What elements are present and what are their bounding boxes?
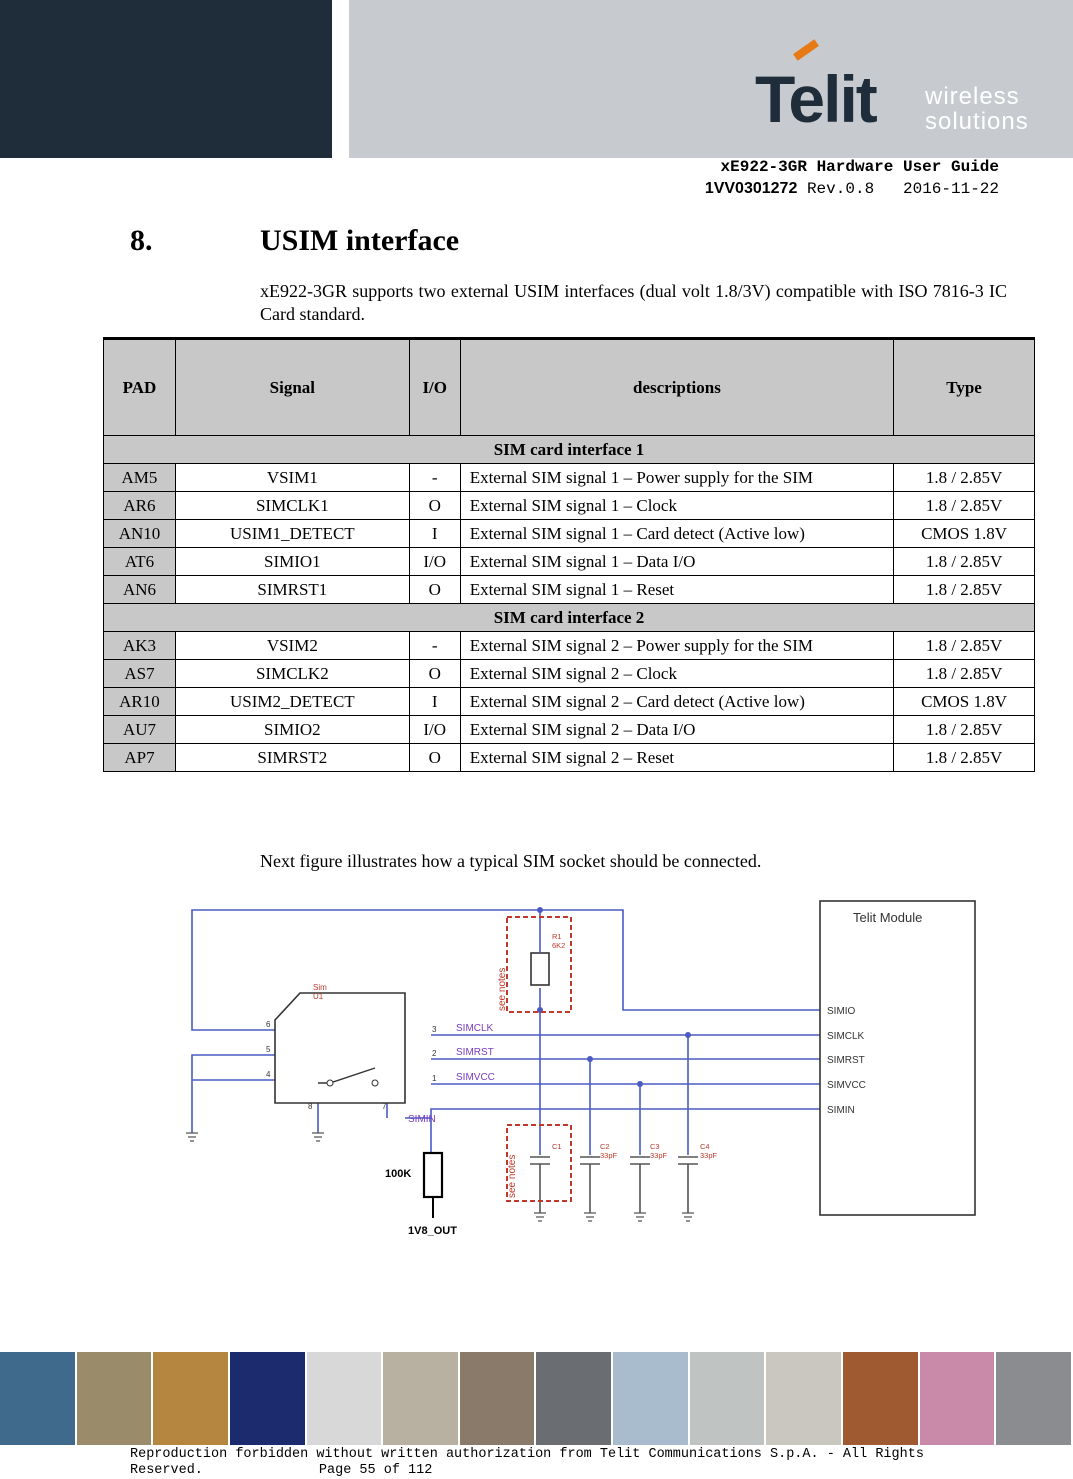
table-body-1: [104, 464, 1035, 604]
sim-switch: [318, 1068, 375, 1083]
table-row: [104, 464, 1035, 492]
cell-description: External SIM signal 2 – Data I/O: [460, 716, 893, 744]
capacitors: [530, 1157, 698, 1213]
net-simvcc: SIMVCC: [456, 1072, 495, 1083]
section-number: 8.: [130, 224, 153, 257]
c3-label: C3: [650, 1142, 660, 1151]
cell-io: I: [409, 688, 460, 716]
c2-label: C2: [600, 1142, 610, 1151]
col-header-type: Type: [894, 339, 1035, 436]
table-row: [104, 744, 1035, 772]
cell-pad: AR10: [104, 688, 176, 716]
sim-ref: U1: [313, 992, 324, 1001]
doc-meta: [705, 178, 999, 200]
pin-8: 8: [308, 1102, 313, 1111]
sim-socket-schematic: [180, 893, 980, 1243]
module-pin-simrst: SIMRST: [827, 1055, 865, 1066]
usim-pin-table: [103, 337, 1035, 772]
cell-io: I: [409, 520, 460, 548]
strip-photo: [383, 1352, 460, 1445]
cell-type: 1.8 / 2.85V: [894, 744, 1035, 772]
cell-signal: USIM2_DETECT: [175, 688, 409, 716]
cell-signal: SIMCLK1: [175, 492, 409, 520]
c4-label: C4: [700, 1142, 710, 1151]
c2-value: 33pF: [600, 1151, 618, 1160]
cell-type: CMOS 1.8V: [894, 688, 1035, 716]
sim-socket-body: [275, 993, 405, 1103]
strip-photo: [920, 1352, 997, 1445]
logo-tagline-2: solutions: [925, 108, 1029, 135]
cell-io: O: [409, 492, 460, 520]
footer-reserved: Reserved.: [130, 1463, 203, 1478]
net-simrst: SIMRST: [456, 1047, 494, 1058]
logo-tagline-1: wireless: [925, 83, 1020, 110]
cell-signal: VSIM2: [175, 632, 409, 660]
group-row-2: [104, 604, 1035, 632]
logo-wordmark: Telit: [755, 62, 876, 136]
pin-7: 7: [382, 1102, 387, 1111]
footer-line-1: Reproduction forbidden without written authorization from Telit Communications S.p.A. - All Rights: [130, 1447, 924, 1462]
cell-io: O: [409, 744, 460, 772]
footer-text: [130, 1447, 1010, 1479]
sim-pin-numbers: [266, 1020, 437, 1111]
cell-pad: AN6: [104, 576, 176, 604]
cell-type: 1.8 / 2.85V: [894, 576, 1035, 604]
cell-signal: SIMIO2: [175, 716, 409, 744]
net-simclk: SIMCLK: [456, 1023, 494, 1034]
table-row: [104, 688, 1035, 716]
strip-photo: [230, 1352, 307, 1445]
table-row: [104, 576, 1035, 604]
table-row: [104, 660, 1035, 688]
col-header-signal: Signal: [175, 339, 409, 436]
sim-switch-contact: [372, 1080, 378, 1086]
col-header-io: I/O: [409, 339, 460, 436]
group-label: SIM card interface 1: [104, 436, 1035, 464]
sim-switch-contact: [327, 1080, 333, 1086]
group-row-1: [104, 436, 1035, 464]
cell-description: External SIM signal 1 – Reset: [460, 576, 893, 604]
table-row: [104, 492, 1035, 520]
cell-io: O: [409, 660, 460, 688]
cell-signal: SIMCLK2: [175, 660, 409, 688]
table-body-2: [104, 632, 1035, 772]
strip-photo: [766, 1352, 843, 1445]
table-header-row: [104, 339, 1035, 436]
cell-pad: AR6: [104, 492, 176, 520]
pin-3: 3: [432, 1025, 437, 1034]
strip-photo: [996, 1352, 1073, 1445]
see-notes-label: see notes: [497, 967, 508, 1011]
module-pin-simio: SIMIO: [827, 1006, 856, 1017]
cell-signal: SIMRST2: [175, 744, 409, 772]
section-title: USIM interface: [260, 224, 460, 257]
footer-photo-strip: [0, 1352, 1073, 1445]
footer-line-2: [130, 1463, 1010, 1479]
r1-label: R1: [552, 932, 562, 941]
cell-io: -: [409, 632, 460, 660]
strip-photo: [307, 1352, 384, 1445]
col-header-descriptions: descriptions: [460, 339, 893, 436]
module-pin-simin: SIMIN: [827, 1105, 855, 1116]
cell-pad: AN10: [104, 520, 176, 548]
cell-type: 1.8 / 2.85V: [894, 492, 1035, 520]
table-row: [104, 548, 1035, 576]
c3-value: 33pF: [650, 1151, 668, 1160]
cell-pad: AK3: [104, 632, 176, 660]
cell-pad: AS7: [104, 660, 176, 688]
strip-photo: [77, 1352, 154, 1445]
resistor-100k: [424, 1153, 442, 1197]
table-row: [104, 716, 1035, 744]
cell-io: -: [409, 464, 460, 492]
col-header-pad: PAD: [104, 339, 176, 436]
cell-description: External SIM signal 2 – Card detect (Active low): [460, 688, 893, 716]
cell-type: 1.8 / 2.85V: [894, 660, 1035, 688]
cell-type: 1.8 / 2.85V: [894, 716, 1035, 744]
cell-io: I/O: [409, 716, 460, 744]
c1-label: C1: [552, 1142, 562, 1151]
cell-signal: SIMIO1: [175, 548, 409, 576]
cell-io: O: [409, 576, 460, 604]
doc-rev: Rev.0.8: [806, 180, 875, 198]
pin-5: 5: [266, 1045, 271, 1054]
see-notes-label: see notes: [507, 1154, 518, 1198]
cell-signal: VSIM1: [175, 464, 409, 492]
r1-value: 6K2: [552, 941, 566, 950]
page-number: Page 55 of 112: [318, 1463, 433, 1478]
pin-4: 4: [266, 1070, 271, 1079]
cell-type: 1.8 / 2.85V: [894, 632, 1035, 660]
strip-photo: [613, 1352, 690, 1445]
cell-type: CMOS 1.8V: [894, 520, 1035, 548]
cell-signal: USIM1_DETECT: [175, 520, 409, 548]
resistor-r1: [531, 953, 549, 985]
telit-logo: [755, 44, 1045, 144]
pulldown-value: 100K: [385, 1168, 412, 1180]
cell-description: External SIM signal 2 – Clock: [460, 660, 893, 688]
cell-pad: AM5: [104, 464, 176, 492]
pin-6: 6: [266, 1020, 271, 1029]
strip-photo: [536, 1352, 613, 1445]
strip-photo: [0, 1352, 77, 1445]
strip-photo: [460, 1352, 537, 1445]
doc-title: xE922-3GR Hardware User Guide: [720, 158, 999, 176]
pin-1: 1: [432, 1074, 437, 1083]
cell-pad: AT6: [104, 548, 176, 576]
logo-tagline: [925, 84, 1029, 134]
cell-description: External SIM signal 1 – Power supply for the SIM: [460, 464, 893, 492]
group-label: SIM card interface 2: [104, 604, 1035, 632]
sim-label: Sim: [313, 983, 327, 992]
cell-pad: AP7: [104, 744, 176, 772]
strip-photo: [843, 1352, 920, 1445]
module-label: Telit Module: [853, 910, 923, 925]
doc-id: 1VV0301272: [704, 180, 798, 197]
c4-value: 33pF: [700, 1151, 718, 1160]
net-simin: SIMIN: [408, 1114, 436, 1125]
supply-label: 1V8_OUT: [408, 1225, 457, 1237]
cell-description: External SIM signal 1 – Card detect (Active low): [460, 520, 893, 548]
cell-description: External SIM signal 2 – Reset: [460, 744, 893, 772]
intro-paragraph: xE922-3GR supports two external USIM interfaces (dual volt 1.8/3V) compatible with ISO 7816-3 IC Card standard.: [260, 281, 1007, 324]
table-row: [104, 632, 1035, 660]
table-row: [104, 520, 1035, 548]
header-dark-block: [0, 0, 332, 158]
cell-description: External SIM signal 1 – Clock: [460, 492, 893, 520]
cell-signal: SIMRST1: [175, 576, 409, 604]
cell-type: 1.8 / 2.85V: [894, 548, 1035, 576]
pin-2: 2: [432, 1049, 437, 1058]
module-pin-simvcc: SIMVCC: [827, 1080, 866, 1091]
module-pin-simclk: SIMCLK: [827, 1031, 865, 1042]
cell-type: 1.8 / 2.85V: [894, 464, 1035, 492]
figure-caption: Next figure illustrates how a typical SIM socket should be connected.: [260, 851, 762, 871]
strip-photo: [690, 1352, 767, 1445]
cell-description: External SIM signal 1 – Data I/O: [460, 548, 893, 576]
cell-description: External SIM signal 2 – Power supply for the SIM: [460, 632, 893, 660]
strip-photo: [153, 1352, 230, 1445]
document-reference: [705, 156, 999, 200]
cell-pad: AU7: [104, 716, 176, 744]
cell-io: I/O: [409, 548, 460, 576]
doc-date: 2016-11-22: [902, 180, 999, 198]
